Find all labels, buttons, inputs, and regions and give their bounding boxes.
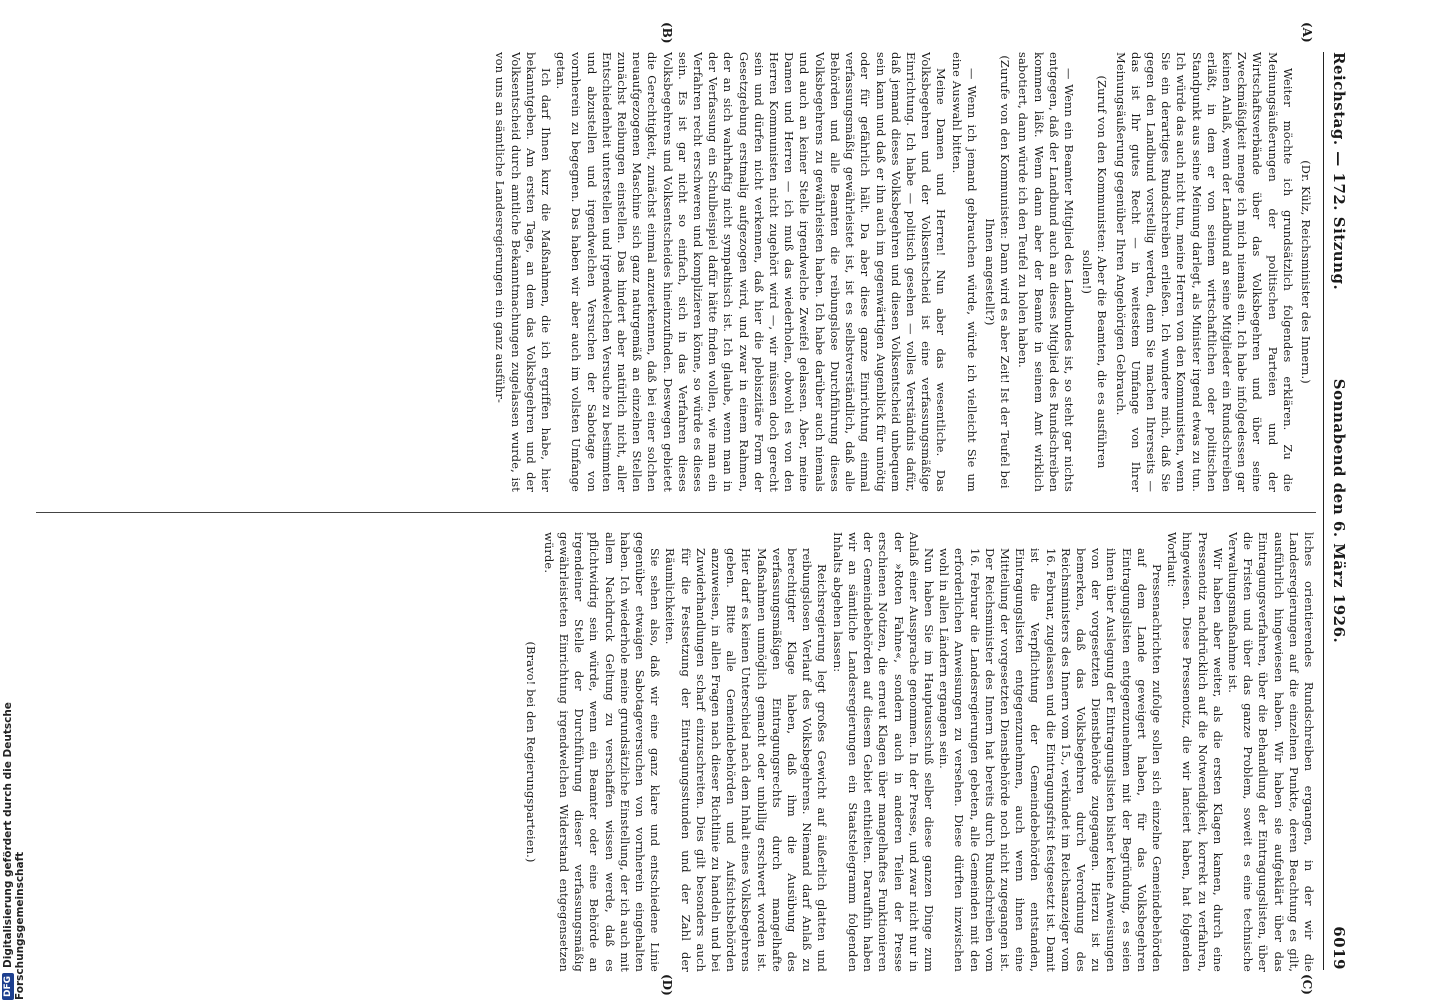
press-notice-quote: Pressenachrichten zufolge sollen sich einzelne Gemeindebehörden auf dem Lande geweigert haben, für das Volksbegehren Eintragungslisten entgegenzunehmen mit der Begründung, es seien ihnen über Auslegung der Eintragungslisten bisher keine Anweisungen von der vorgesetzten Dienstbehörde zugegangen. Hierzu ist zu bemerken, daß das Volksbegehren durch Verordnung des Reichsministers des Innern vom 15., verkündet im Reichsanzeiger vom 16. Februar, zugelassen und die Eintragungsfrist festgesetzt ist. Damit ist die Verpflichtung der Gemeindebehörden entstanden, Eintragungslisten entgegenzunehmen, auch wenn ihnen eine Mitteilung der vorgesetzten Dienstbehörde noch nicht zugegangen ist. Der Reichsminister des Innern hat bereits durch Rundschreiben vom 16. Februar die Landesregierungen gebeten, alle Gemeinden mit den erforderlichen Anweisungen zu versehen. Diese dürften inzwischen wohl in allen Ländern ergangen sein. (937, 548, 1164, 972)
paragraph: Weiter möchte ich grundsätzlich folgendes erklären. Zu die Meinungsäußerungen der politischen Parteien und der Wirtschaftsverbände über das Volksbegehren und über seine Zweckmäßigkeit menge ich mich niemals ein. Ich habe infolgedessen gar keinen Anlaß, wenn der Landbund an seine Mitglieder ein Rundschreiben erläßt, in dem er von seinem wirtschaftlichen oder politischen Standpunkt aus seine Meinung darlegt, als Minister irgend etwas zu tun. Ich würde das auch nicht tun, meine Herren von den Kommunisten, wenn Sie ein derartiges Rundschreiben erließen. Ich wundere mich, daß Sie gegen den Landbund vorstellig werden, denn Sie machen Ihrerseits — das ist Ihr gutes Recht — in weitestem Umfange von Ihrer Meinungsäußerung gegenüber Ihren Angehörigen Gebrauch. (1113, 52, 1295, 492)
speaker-line: (Dr. Külz, Reichsminister des Innern.) (1299, 160, 1313, 384)
footer (2, 600, 26, 1000)
page-number: 6019 (1330, 926, 1348, 970)
header-rule (1323, 52, 1324, 970)
interjection: (Zuruf von den Kommunisten: Aber die Beamten, die es ausführen sollen!) (1080, 75, 1110, 469)
interjection: (Zurufe von den Kommunisten: Dann wird es aber Zeit! Ist der Teufel bei Ihnen angestellt?) (982, 55, 1013, 489)
paragraph: Nun haben Sie im Hauptausschuß selber diese ganzen Dinge zum Anlaß einer Aussprache genommen. In der Presse, und zwar nicht nur in der »Roten Fahne«, sondern auch in anderen Teilen der Presse erschienen Notizen, die erneut Klagen über mangelhaftes Funktionieren der Gemeindebehörden auf diesem Gebiet enthielten. Daraufhin haben wir an sämtliche Landesregierungen ein Staatstelegramm folgenden Inhalts abgehen lassen: (830, 532, 936, 972)
left-column (26, 52, 1316, 492)
paragraph: Sie sehen also, daß wir eine ganz klare und entschiedene Linie gegenüber etwaigen Sabotageversuchen von vornherein eingehalten haben. Ich wiederhole meine grundsätzliche Einstellung, der ich auch mit allem Nachdruck Geltung zu verschaffen wissen werde, daß es pflichtwidrig sein würde, wenn ein Beamter oder eine Behörde an irgendeiner Stelle der Durchführung dieser verfassungsmäßig gewährleisteten Einrichtung irgendwelchen Widerstand entgegensetzen würde. (541, 532, 663, 972)
margin-marker-c: (C) (1300, 974, 1314, 995)
dfg-logo-icon: DFG (2, 973, 14, 1000)
telegram-quote: Reichsregierung legt großes Gewicht auf äußerlich glatten und reibungslosen Verlauf des Volksbegehrens. Niemand darf Anlaß zu berechtigter Klage haben, daß ihm die Ausübung des verfassungsmäßigen Eintragungsrechts durch mangelhafte Maßnahmen unmöglich gemacht oder unbillig erschwert worden ist. Hier darf es keinen Unterschied nach dem Inhalt eines Volksbegehrens geben. Bitte alle Gemeindebehörden und Aufsichtsbehörden anzuweisen, in allen Fragen nach dieser Richtlinie zu handeln und bei Zuwiderhandlungen scharf einzuschreiten. Dies gilt besonders auch für die Festsetzung der Eintragungsstunden und der Zahl der Räumlichkeiten. (663, 548, 830, 972)
paragraph: Ich darf Ihnen kurz die Maßnahmen, die ich ergriffen habe, hier bekanntgeben. Am ersten Tage, an dem das Volksbegehren und der Volksentscheid durch amtliche Bekanntmachungen zugelassen wurde, ist von uns an sämtliche Landesregierungen ein ganz ausführ- (493, 52, 554, 492)
interjection: (Bravo! bei den Regierungsparteien.) (523, 641, 538, 863)
margin-marker-d: (D) (660, 974, 674, 996)
page-header (1326, 52, 1348, 970)
header-date: Sonnabend den 6. März 1926. (1330, 378, 1348, 644)
margin-marker-b: (B) (660, 22, 674, 44)
footer-credit: Digitalisierung gefördert durch die Deutsche Forschungsgemeinschaft (2, 702, 26, 1000)
margin-marker-a: (A) (1300, 22, 1314, 43)
paragraph: — Wenn ich jemand gebrauchen würde, würde ich vielleicht Sie um eine Auswahl bitten. (949, 52, 979, 492)
right-column (26, 532, 1316, 972)
paragraph: — Wenn ein Beamter Mitglied des Landbundes ist, so steht gar nichts entgegen, daß der Landbund auch an dieses Mitglied des Rundschreiben kommen läßt. Wenn dann aber der Beamte in seinem Amt wirklich sabotiert, dann würde ich den Teufel zu holen haben. (1016, 52, 1076, 492)
paragraph: liches orientierendes Rundschreiben ergangen, in der wir die Landesregierungen auf die einzelnen Punkte, deren Beachtung es gilt, ausführlich hingewiesen haben. Wir haben sie aufgeklärt über das Eintragungsverfahren, über die Behandlung der Eintragungslisten, über die Fristen und über das ganze Problem, soweit es eine technische Verwaltungsmaßnahme ist. (1225, 532, 1316, 972)
paragraph: Meine Damen und Herren! Nun aber das wesentliche. Das Volksbegehren und der Volksentscheid ist eine verfassungsmäßige Einrichtung. Ich habe — politisch gesehen — volles Verständnis dafür, daß jemand dieses Volksbegehren und diesen Volksentscheid unbequem sein kann und daß er ihn auch im gegenwärtigen Augenblick für unnötig oder für gefährlich hält. Da aber diese ganze Einrichtung einmal verfassungsmäßig gewährleistet ist, ist es selbstverständlich, daß alle Behörden und alle Beamten die reibungslose Durchführung dieses Volksbegehrens zu gewährleisten haben. Ich habe darüber auch niemals und auch an keiner Stelle irgendwelche Zweifel gelassen. Aber, meine Damen und Herren — ich muß das wiederholen, obwohl es von den Herren Kommunisten nicht zugehört wird —, wir müssen doch gerecht sein und dürfen nicht verkennen, daß hier die plebiszitäre Form der Gesetzgebung erstmalig aufgezogen wird, und zwar in einem Rahmen, der an sich wahrhaftig nicht sympathisch ist. Ich glaube, wenn man in der Verfassung ein Schulbeispiel dafür hätte finden wollen, wie man ein Verfahren recht erschweren und komplizieren könne, so würde es dieses sein. Es ist gar nicht so einfach, sich in das Verfahren dieses Volksbegehrens und Volksentscheides hineinzufinden. Deswegen gebietet die Gerechtigkeit, zunächst einmal anzuerkennen, daß bei einer solchen neuaufgezogenen Maschine sich ganz naturgemäß an einzelnen Stellen zunächst Reibungen einstellen. Das hindert aber natürlich nicht, aller Entschiedenheit unterstellen und irgendwelchen Versuche zu bestimmten und abzustellen und irgendwelchen Versuchen der Sabotage von vornherein zu begegnen. Das haben wir aber auch im vollsten Umfange getan. (554, 52, 949, 492)
paragraph: Wir haben aber weiter, als die ersten Klagen kamen, durch eine Pressenotiz nachdrücklich auf die Notwendigkeit, korrekt zu verfahren, hingewiesen. Diese Pressenotiz, die wir lanciert haben, hat folgenden Wortlaut: (1165, 532, 1225, 972)
header-session: Reichstag. — 172. Sitzung. (1330, 52, 1348, 291)
column-divider (36, 512, 1316, 513)
